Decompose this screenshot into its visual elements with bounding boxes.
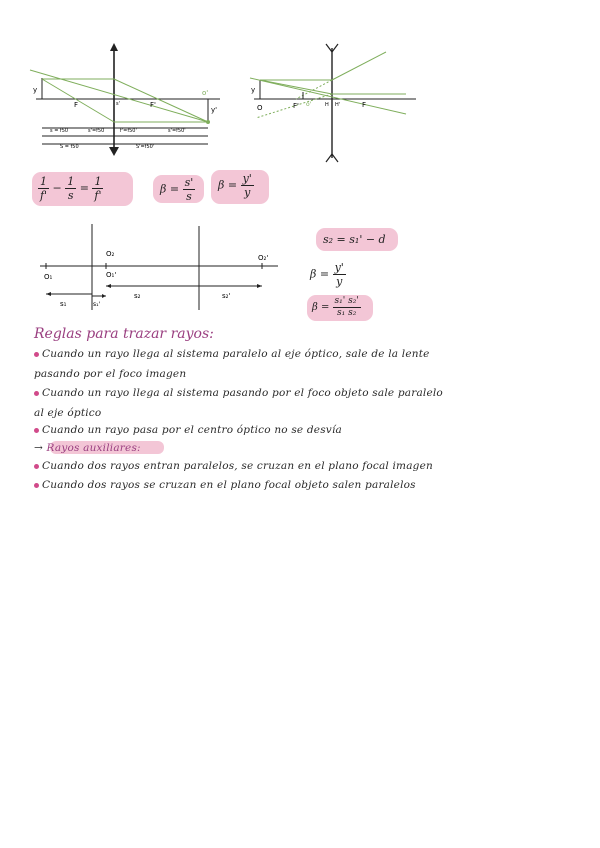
rule-2 xyxy=(34,383,443,423)
label-o-prime: o' xyxy=(306,101,312,108)
label-y: y xyxy=(251,86,256,94)
lens-b-num: 1 xyxy=(67,175,75,188)
rule-1-line-2: pasando por el foco imagen xyxy=(34,368,187,380)
lens-c-num: 1 xyxy=(94,175,102,188)
ray xyxy=(30,70,208,122)
aux-rule-1 xyxy=(34,456,433,476)
beta2-num: y' xyxy=(242,172,252,185)
beta-formula-3 xyxy=(310,262,346,287)
rule-2-line-2: al eje óptico xyxy=(34,407,102,419)
lens-arrow-top xyxy=(110,43,118,51)
label-s-bottom: S = f50 xyxy=(60,144,79,150)
aux-heading: Rayos auxiliares: xyxy=(46,442,141,454)
bullet xyxy=(34,483,39,488)
bullet xyxy=(34,428,39,433)
beta1-den: s xyxy=(186,190,192,203)
lens-formula xyxy=(38,176,103,201)
label-O2: O₂ xyxy=(106,250,115,258)
label-H-prime: H' xyxy=(335,102,341,108)
arrowhead xyxy=(106,284,111,288)
label-y-prime: y' xyxy=(211,106,218,114)
label-s2: s₂ xyxy=(134,292,141,300)
label-f-prime: f'=f50' xyxy=(120,128,137,134)
aux-heading-line xyxy=(34,438,141,458)
arrowhead xyxy=(257,284,262,288)
rule-1-line-1: Cuando un rayo llega al sistema paralelo al eje óptico, sale de la lente xyxy=(42,348,430,360)
beta2-lhs: β = xyxy=(218,178,238,192)
aux-rule-2-text: Cuando dos rayos se cruzan en el plano focal objeto salen paralelos xyxy=(42,479,416,491)
label-s1: s₁ xyxy=(60,300,67,308)
beta1-num: s' xyxy=(184,176,194,189)
rule-3 xyxy=(34,420,342,440)
label-O: O xyxy=(257,104,263,112)
beta-formula-4 xyxy=(312,297,361,318)
aux-arrow: → xyxy=(34,442,43,454)
label-F: F xyxy=(362,101,367,109)
arrowhead xyxy=(46,292,51,296)
lens-b-den: s xyxy=(67,189,74,202)
label-F-prime: F' xyxy=(150,101,156,109)
bullet xyxy=(34,391,39,396)
beta3-lhs: β = xyxy=(310,267,330,281)
lens-minus: − xyxy=(52,181,62,195)
aux-rule-1-text: Cuando dos rayos entran paralelos, se cruzan en el plano focal imagen xyxy=(42,460,433,472)
beta4-lhs: β = xyxy=(312,302,330,313)
lens-diagram-converging xyxy=(28,40,228,160)
image-point xyxy=(206,120,210,124)
label-O2-prime: O₂' xyxy=(258,254,269,262)
lens-equals: = xyxy=(79,181,89,195)
label-s1-prime: s₁' xyxy=(93,301,101,308)
beta3-den: y xyxy=(336,275,343,288)
label-O1-prime: O₁' xyxy=(106,271,117,279)
beta4-num: s₁' s₂' xyxy=(334,296,359,306)
rules-heading: Reglas para trazar rayos: xyxy=(34,326,214,342)
label-y: y xyxy=(33,86,38,94)
label-s-pos1: s'=f50 xyxy=(88,128,105,134)
label-F: F xyxy=(74,101,79,109)
beta-formula-2 xyxy=(218,173,254,198)
lens-arrow-bottom xyxy=(109,147,119,156)
label-s-prime-bottom: S'=f50' xyxy=(136,144,155,150)
ray xyxy=(260,80,332,94)
aux-rule-2 xyxy=(34,475,416,495)
arrowhead xyxy=(102,294,106,298)
ray xyxy=(114,79,208,122)
lens-diagram-diverging xyxy=(246,40,426,166)
ray xyxy=(332,52,386,80)
label-o-prime: o' xyxy=(202,89,209,97)
label-s-prime-dist: s'=f50' xyxy=(168,128,186,134)
bullet xyxy=(34,464,39,469)
s2-formula: s₂ = s₁' − d xyxy=(323,233,386,246)
label-H: H xyxy=(325,102,329,108)
beta1-lhs: β = xyxy=(160,182,180,196)
beta3-num: y' xyxy=(334,261,344,274)
label-s-prime-small: s' xyxy=(116,101,120,107)
lens-c-den: f' xyxy=(94,189,102,202)
rule-1 xyxy=(34,344,430,384)
label-O1: O₁ xyxy=(44,273,53,281)
lens-a-num: 1 xyxy=(40,175,47,188)
rule-2-line-1: Cuando un rayo llega al sistema pasando por el foco objeto sale paralelo xyxy=(42,387,443,399)
label-F-prime: F' xyxy=(293,102,299,110)
ray xyxy=(250,78,406,114)
beta4-den: s₁ s₂ xyxy=(337,308,357,318)
lens-a-den: f' xyxy=(39,189,48,202)
rule-3-text: Cuando un rayo pasa por el centro óptico no se desvía xyxy=(42,424,342,436)
beta2-den: y xyxy=(244,186,251,199)
beta-formula-1 xyxy=(160,177,195,202)
label-s2-prime: s₂' xyxy=(222,292,231,300)
bullet xyxy=(34,352,39,357)
two-lens-diagram xyxy=(36,222,286,314)
label-s-neg: s = f50 xyxy=(50,128,69,134)
